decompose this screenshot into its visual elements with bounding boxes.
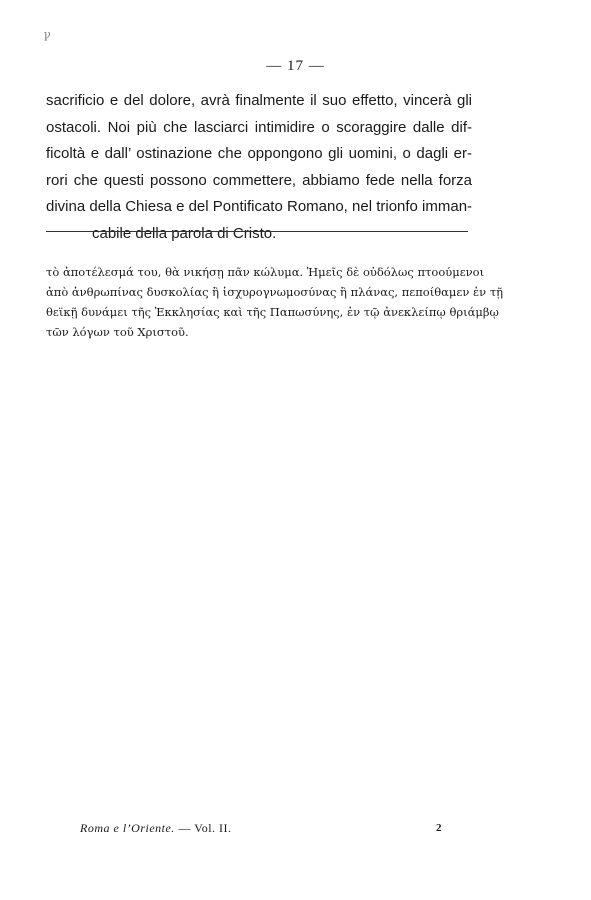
greek-line: τῶν λόγων τοῦ Χριστοῦ.	[46, 325, 189, 339]
footnote-divider	[46, 231, 468, 232]
greek-line: θεϊκῇ δυνάμει τῆς Ἐκκλησίας καὶ τῆς Παπωσύνης, ἐν τῷ ἀνεκλείπῳ θριάμβῳ	[46, 305, 499, 319]
greek-line: τὸ ἀποτέλεσμά του, θὰ νικήσῃ πᾶν κώλυμα. Ἡμεῖς δὲ οὐδόλως πτοούμενοι	[46, 265, 485, 279]
text-line: rori che questi possono commettere, abbiamo fede nella forza	[46, 171, 472, 189]
text-line: sacrificio e del dolore, avrà finalmente il suo effetto, vincerà gli	[46, 92, 472, 109]
text-line: ostacoli. Noi più che lasciarci intimidire o scoraggire dalle dif-	[46, 118, 472, 136]
corner-mark: ꝩ	[44, 29, 51, 41]
greek-line: ἀπὸ ἀνθρωπίνας δυσκολίας ἢ ἰσχυρογνωμοσύνας ἢ πλάνας, πεποίθαμεν ἐν τῇ	[46, 285, 504, 299]
running-footer	[80, 821, 232, 836]
volume-label: — Vol. II.	[174, 821, 232, 835]
greek-paragraph	[46, 262, 504, 342]
text-line: cabile della parola di Cristo.	[92, 224, 277, 242]
page-number: — 17 —	[266, 58, 325, 74]
text-line: ficoltà e dall’ ostinazione che oppongono gli uomini, o dagli er-	[46, 145, 472, 162]
journal-title: Roma e l’Oriente.	[80, 821, 175, 835]
text-line: divina della Chiesa e del Pontificato Romano, nel trionfo imman-	[46, 198, 473, 215]
main-paragraph	[46, 88, 472, 247]
signature-mark: 2	[436, 822, 442, 834]
